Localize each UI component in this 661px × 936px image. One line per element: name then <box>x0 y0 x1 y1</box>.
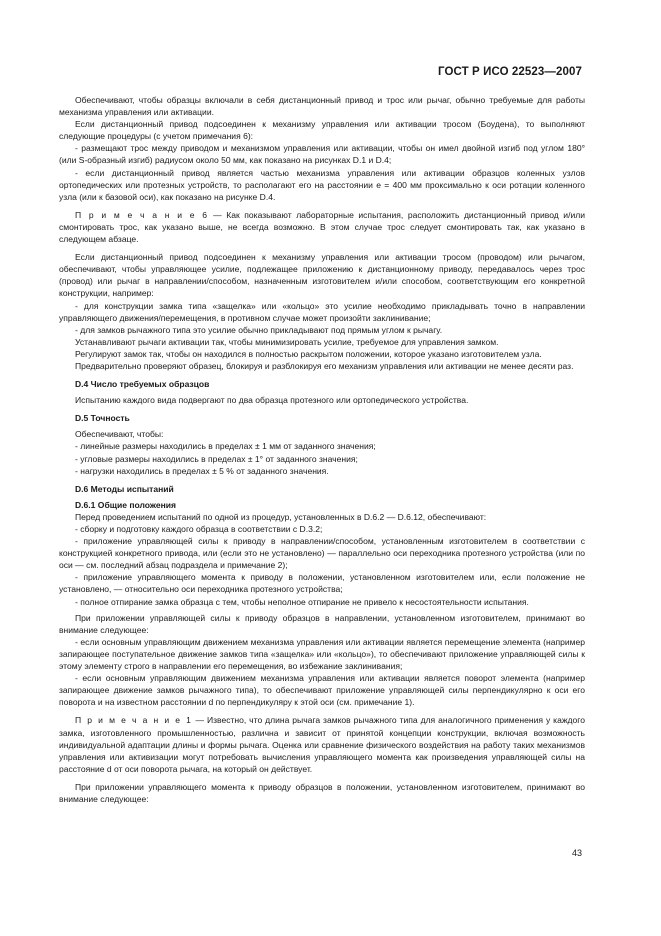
paragraph: - сборку и подготовку каждого образца в соответствии с D.3.2; <box>75 524 323 534</box>
note-label: П р и м е ч а н и е 6 <box>75 209 209 220</box>
paragraph: - линейные размеры находились в пределах ± 1 мм от заданного значения; <box>75 441 376 452</box>
paragraph: - нагрузки находились в пределах ± 5 % от заданного значения. <box>75 465 329 476</box>
paragraph: - размещают трос между приводом и механизмом управления или активации, чтобы он имел двойной изгиб под углом 180° (или S-образный изгиб) радиусом около 50 мм, как показано на рисунках D.1 и D.4; <box>59 143 585 166</box>
paragraph: Устанавливают рычаги активации так, чтобы минимизировать усилие, требуемое для управления замком. <box>75 336 499 347</box>
paragraph: Если дистанционный привод подсоединен к механизму управления или активации тросом (Боудена), то выполняют следующие процедуры (с учетом примечания 6): <box>59 119 585 142</box>
paragraph: - приложение управляющего момента к приводу в положении, установленном изготовителем или, если положение не установлено, — относительно оси переходника протезного устройства; <box>59 572 585 595</box>
section-heading: D.4 Число требуемых образцов <box>75 379 210 390</box>
paragraph: - если дистанционный привод является частью механизма управления или активации образцов коленных узлов ортопедических или протезных устройств, то располагают его на расстоянии e = 400 мм проксимально к оси ротации коленного узла (или к базовой оси), как показано на рисунке D.4. <box>59 167 585 202</box>
paragraph: - приложение управляющей силы к приводу в направлении/способом, установленным изготовителем в соответствии с конструкцией конкретного привода, или (если это не установлено) — параллельно оси переходника протезного устройства (или по оси — см. последний абзац подраздела и примечание 2); <box>59 536 585 571</box>
paragraph: При приложении управляющего момента к приводу образцов в положении, установленном изготовителем, принимают во внимание следующее: <box>59 781 585 804</box>
paragraph: Испытанию каждого вида подвергают по два образца протезного или ортопедического устройства. <box>75 395 469 406</box>
paragraph: - полное отпирание замка образца с тем, чтобы неполное отпирание не привело к несостоятельности испытания. <box>75 596 529 607</box>
paragraph: - если основным управляющим движением механизма управления или активации является перемещение элемента (например запирающее поступательное движение замков типа «защелка» или «кольцо»), то обеспечивают приложение управляющей силы к этому элементу строго в направлении его перемещения, во избежание заклинивания; <box>59 636 585 672</box>
note-text: — Известно, что длина рычага замков рычажного типа для аналогичного применения у каждого замка, изготовленного промышленностью, различна и зависит от принятой концепции конструкции, включая возможность индивидуальной адаптации длины и формы рычага. Оценка или сравнение физического воздействия на работу таких механизмов управления или активизации могут потребовать вычисления управляющего момента как произведения управляющей силы на расстояние d от оси поворота рычага, на который он действует. <box>59 715 585 774</box>
paragraph: Если дистанционный привод подсоединен к механизму управления или активации тросом (проводом) или рычагом, обеспечивают, чтобы управляющее усилие, подлежащее приложению к дистанционному приводу, передавалось через трос (провод) или рычаг в направлении/способом, назначенным изготовителем и/или способом, соответствующим его конкретной конструкции, например: <box>59 252 585 299</box>
paragraph: - для замков рычажного типа это усилие обычно прикладывают под прямым углом к рычагу. <box>75 324 443 335</box>
note-text: — Как показывают лабораторные испытания, расположить дистанционный привод и/или смонтировать трос, как указано выше, не всегда возможно. В этом случае трос следует смонтировать так, как указано в следующем абзаце. <box>59 209 585 245</box>
section-heading: D.6 Методы испытаний <box>75 483 174 494</box>
paragraph: Регулируют замок так, чтобы он находился в полностью раскрытом положении, которое указано изготовителем узла. <box>75 348 542 359</box>
note-label: П р и м е ч а н и е 1 <box>75 715 193 726</box>
section-heading: D.5 Точность <box>75 413 130 424</box>
note-paragraph <box>59 714 585 774</box>
paragraph: - угловые размеры находились в пределах ± 1° от заданного значения; <box>75 453 358 464</box>
paragraph: Обеспечивают, чтобы: <box>75 429 164 440</box>
section-heading: D.6.1 Общие положения <box>75 499 177 510</box>
paragraph: Обеспечивают, чтобы образцы включали в себя дистанционный привод и трос или рычаг, обычно требуемые для работы механизма управления или активации. <box>59 95 585 118</box>
document-body <box>59 94 585 805</box>
paragraph: - если основным управляющим движением механизма управления или активации является поворот элемента (например запирающее движение замков рычажного типа), то обеспечивают приложение управляющей силы перпендикулярно к оси его поворота и на известном расстоянии d по перпендикуляру к этой оси (см. примечание 1). <box>59 673 585 708</box>
paragraph: Перед проведением испытаний по одной из процедур, установленных в D.6.2 — D.6.12, обеспечивают: <box>75 511 487 522</box>
paragraph: Предварительно проверяют образец, блокируя и разблокируя его механизм управления или активации не менее десяти раз. <box>75 360 574 371</box>
page-number: 43 <box>571 848 582 858</box>
note-paragraph <box>59 209 585 245</box>
paragraph: При приложении управляющей силы к приводу образцов в направлении, установленном изготовителем, принимают во внимание следующее: <box>59 612 585 635</box>
document-header: ГОСТ Р ИСО 22523—2007 <box>437 66 582 78</box>
paragraph: - для конструкции замка типа «защелка» или «кольцо» это усилие необходимо прикладывать точно в направлении управляющего движения/перемещения, в противном случае может произойти заклинивание; <box>59 300 585 323</box>
